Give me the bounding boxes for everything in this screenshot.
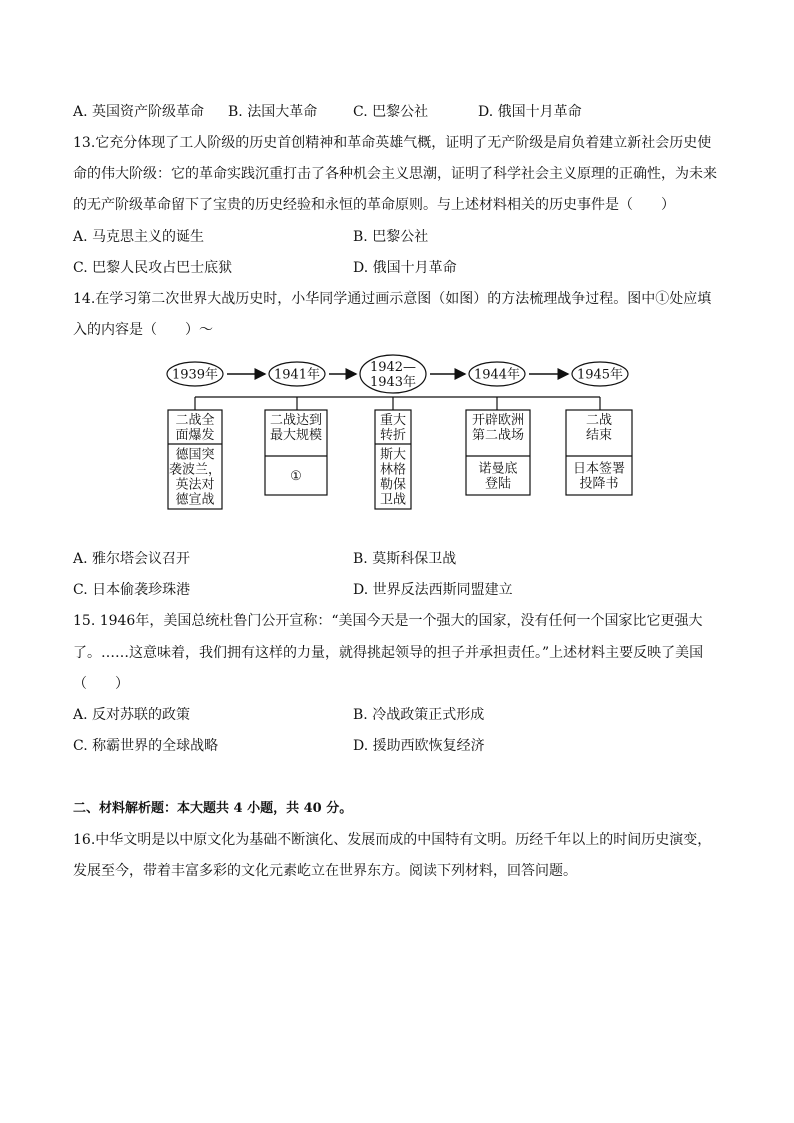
q16-stem-line-1: 16.中华文明是以中原文化为基础不断演化、发展而成的中国特有文明。历经千年以上的时间历史演变， [73,832,712,848]
event-detail-label: 德国突袭波兰，英法对德宣战 [168,447,222,508]
timeline-node [360,355,426,509]
q12-option-b: B. 法国大革命 [228,104,318,120]
section-heading: 二、材料解析题：本大题共 4 小题，共 40 分。 [73,801,353,816]
event-detail-label: 斯大林格勒保卫战 [379,447,407,508]
event-stage-label: 开辟欧洲第二战场 [471,413,525,443]
q14-stem-line-2: 入的内容是（ ）～ [73,322,213,338]
year-label: 1942— 1943年 [369,360,417,390]
event-stage-label: 二战达到最大规模 [269,413,323,443]
timeline-node [167,362,223,509]
q14-stem-line-1: 14.在学习第二次世界大战历史时，小华同学通过画示意图（如图）的方法梳理战争过程。图中①处应填 [73,291,712,307]
event-detail-label: 诺曼底登陆 [478,461,518,492]
q13-stem-line-2: 命的伟大阶级：它的革命实践沉重打击了各种机会主义思潮，证明了科学社会主义原理的正确性，为未来 [73,166,717,182]
timeline-node [466,362,530,495]
q13-stem-line-1: 13.它充分体现了工人阶级的历史首创精神和革命英雄气概，证明了无产阶级是肩负着建立新社会历史使 [73,135,712,151]
q15-option-c: C. 称霸世界的全球战略 [73,738,219,754]
event-detail-label: 日本签署投降书 [572,461,626,492]
q16-stem-line-2: 发展至今，带着丰富多彩的文化元素屹立在世界东方。阅读下列材料，回答问题。 [73,863,577,879]
event-stage-label: 二战结束 [585,413,613,443]
q13-stem-line-3: 的无产阶级革命留下了宝贵的历史经验和永恒的革命原则。与上述材料相关的历史事件是（ ） [73,197,675,213]
event-detail-label: ① [290,469,302,484]
year-label: 1939年 [171,367,219,383]
q14-option-b: B. 莫斯科保卫战 [353,551,457,567]
event-stage-label: 二战全面爆发 [175,413,215,443]
q15-option-d: D. 援助西欧恢复经济 [353,738,485,754]
q12-option-d: D. 俄国十月革命 [478,104,582,120]
q15-stem-line-1: 15. 1946年，美国总统杜鲁门公开宣称：“美国今天是一个强大的国家，没有任何一个国家比它更强大 [73,613,703,629]
q15-stem-line-3: （ ） [73,676,129,692]
q13-option-a: A. 马克思主义的诞生 [73,229,205,245]
q13-option-c: C. 巴黎人民攻占巴士底狱 [73,260,233,276]
q14-option-d: D. 世界反法西斯同盟建立 [353,582,513,598]
q13-option-d: D. 俄国十月革命 [353,260,457,276]
q13-option-b: B. 巴黎公社 [353,229,429,245]
q15-option-a: A. 反对苏联的政策 [73,707,191,723]
q12-option-c: C. 巴黎公社 [353,104,429,120]
q14-option-a: A. 雅尔塔会议召开 [73,551,191,567]
timeline-node [566,362,632,495]
event-stage-label: 重大转折 [379,413,407,443]
year-label: 1941年 [273,367,321,383]
q14-option-c: C. 日本偷袭珍珠港 [73,582,191,598]
year-label: 1944年 [473,367,521,383]
q15-option-b: B. 冷战政策正式形成 [353,707,485,723]
q15-stem-line-2: 了。……这意味着，我们拥有这样的力量，就得挑起领导的担子并承担责任。”上述材料主要反映了美国 [73,645,704,661]
year-label: 1945年 [576,367,624,383]
timeline-node [265,362,327,495]
q12-option-a: A. 英国资产阶级革命 [73,104,205,120]
